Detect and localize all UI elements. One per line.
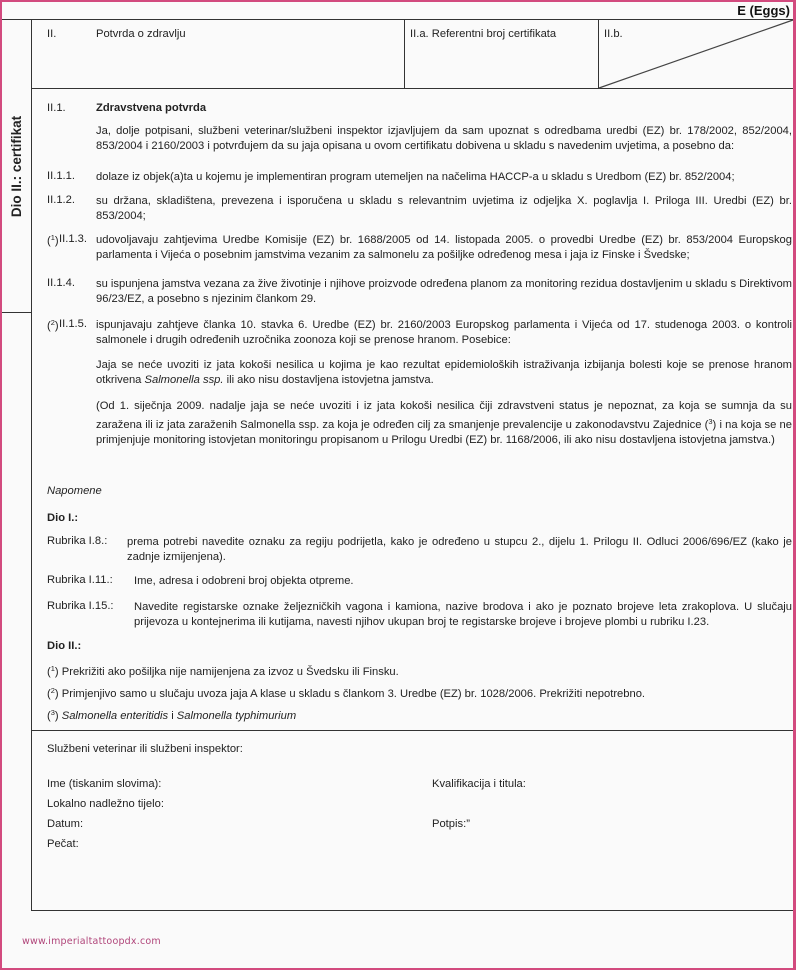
item-number: II.1.3. (59, 233, 87, 245)
item-text: udovoljavaju zahtjevima Uredbe Komisije (EZ) br. 1688/2005 od 14. listopada 2005. o provedbi Uredbe (EZ) br. 853/2004 Europskog parlamenta i Vijeća o posebnim jamstvima vezanim za salmonelu za pošiljke određenog mesa i jaja iz Finske i Švedske; (96, 234, 792, 261)
note-label: Rubrika I.11.: (47, 574, 113, 586)
authority-field-label[interactable]: Lokalno nadležno tijelo: (47, 798, 164, 810)
intro-text: Ja, dolje potpisani, službeni veterinar/službeni inspektor izjavljujem da sam upoznat s odredbama uredbi (EZ) br. 178/2002, 852/2004, 853/2004 i 2160/2003 i potvrđujem da su jaja opisana u ovom certifikatu dobivena u skladu s navedenim uvjetima, a posebno da: (96, 125, 792, 152)
item-text: dolaze iz objek(a)ta u kojemu je implementiran program utemeljen na načelima HACCP-a u skladu s Uredbom (EZ) br. 852/2004; (96, 171, 735, 183)
notes-part1-title: Dio I.: (47, 512, 79, 524)
footnote: ($^3$) Salmonella enteritidis i Salmonella typhimurium (47, 708, 297, 722)
table-left-border (31, 19, 32, 911)
note-text: Navedite registarske oznake željezničkih vagona i kamiona, nazive brodova i ako je poznato brojeve leta zrakoplova. U slučaju prijevoza u kontejnerima ili kutijama, navesti njihov ukupan broj te registarske brojeve i brojeve plombi u rubriku I.23. (134, 601, 792, 628)
note-label: Rubrika I.15.: (47, 600, 114, 612)
field-ii-b-label: II.b. (604, 28, 623, 40)
cell-strike-diagonal (598, 19, 794, 89)
item-footnote-ref: ($^1$) (47, 233, 59, 247)
sub-paragraph-text: (Od 1. siječnja 2009. nadalje jaja se neće uvoziti i iz jata kokoši nesilica čiji zdravstveni status je nepoznat, za koja se sumnja da su zaražena ili iz jata zaraženih Salmonella ssp. za koja je određen cilj za smanjenje prevalencije u zakonodavstvu Zajednice ($^3$) i na koja se ne primjenjuje monitoring istovjetan monitoringu propisanom u Prilogu Uredbi (EZ) br. 1168/2006, ili ako nisu dostavljena istovjetna jamstva.) (96, 400, 792, 446)
signature-field-label[interactable]: Potpis:” (432, 818, 470, 830)
item-number: II.1.2. (47, 194, 75, 206)
sub-paragraph-text: Jaja se neće uvoziti iz jata kokoši nesilica u kojima je kao rezultat epidemioloških istraživanja izbijanja bolesti koje se prenose hranom otkrivena Salmonella ssp. ili ako nisu dostavljena istovjetna jamstva. (96, 359, 792, 386)
header-section-number: II. (47, 28, 57, 40)
reference-number-field[interactable]: II.a. Referentni broj certifikata (410, 28, 557, 40)
item-number: II.1.5. (59, 318, 87, 330)
note-row (47, 600, 792, 630)
list-item (33, 194, 792, 224)
table-bottom-border (31, 910, 793, 911)
watermark-link[interactable]: www.imperialtattoopdx.com (22, 936, 161, 947)
sub-paragraph (96, 358, 792, 388)
item-footnote-ref: ($^2$) (47, 318, 59, 332)
footnote: ($^2$) Primjenjivo samo u slučaju uvoza jaja A klase u skladu s člankom 3. Uredbe (EZ) br. 1028/2006. Prekrižiti nepotrebno. (47, 686, 646, 700)
note-label: Rubrika I.8.: (47, 535, 108, 547)
signature-top-border (31, 730, 793, 731)
item-number: II.1.4. (47, 277, 75, 289)
side-label-text: Dio II.: certifikat (9, 115, 24, 217)
notes-part2-title: Dio II.: (47, 640, 82, 652)
side-label (2, 20, 31, 312)
item-number: II.1.1. (47, 170, 75, 182)
sub-paragraph (96, 399, 792, 448)
section-title: Zdravstvena potvrda (96, 102, 207, 114)
intro-paragraph (96, 124, 792, 154)
note-text: prema potrebi navedite oznaku za regiju podrijetla, kako je određeno u stupcu 2., dijelu 1. Prilogu II. Odluci 2006/696/EZ (kako je zadnje izmijenjena). (127, 536, 792, 563)
list-item (33, 318, 792, 348)
certificate-type-title: E (Eggs) (737, 3, 790, 18)
list-item (33, 277, 792, 307)
qualification-field-label[interactable]: Kvalifikacija i titula: (432, 778, 526, 790)
header-divider-1 (404, 19, 405, 88)
stamp-field-label[interactable]: Pečat: (47, 838, 79, 850)
list-item (33, 233, 792, 263)
note-text: Ime, adresa i odobreni broj objekta otpreme. (134, 575, 354, 587)
list-item (33, 170, 792, 185)
item-text: su ispunjena jamstva vezana za žive životinje i njihove proizvode određena planom za monitoring rezidua dostavljenim u skladu s Direktivom 96/23/EZ, a posebno s njezinim člankom 29. (96, 278, 792, 305)
note-row (47, 535, 792, 565)
note-row (47, 574, 792, 589)
name-field-label[interactable]: Ime (tiskanim slovima): (47, 778, 162, 790)
section-number: II.1. (47, 102, 66, 114)
header-section-title: Potvrda o zdravlju (96, 28, 186, 40)
notes-title: Napomene (47, 485, 102, 497)
signature-heading: Službeni veterinar ili službeni inspektor: (47, 743, 243, 755)
item-text: su držana, skladištena, prevezena i isporučena u skladu s relevantnim uvjetima iz odjeljka X. poglavlja I. Priloga III. Uredbi (EZ) br. 853/2004; (96, 195, 792, 222)
item-text: ispunjavaju zahtjeve članka 10. stavka 6. Uredbe (EZ) br. 2160/2003 Europskog parlamenta i Vijeća od 17. studenoga 2003. o kontroli salmonele i drugih određenih uzročnika zoonoza koji se prenose hranom. Posebice: (96, 319, 792, 346)
date-field-label[interactable]: Datum: (47, 818, 84, 830)
footnote: ($^1$) Prekrižiti ako pošiljka nije namijenjena za izvoz u Švedsku ili Finsku. (47, 664, 399, 678)
side-label-bottom-border (2, 312, 31, 313)
